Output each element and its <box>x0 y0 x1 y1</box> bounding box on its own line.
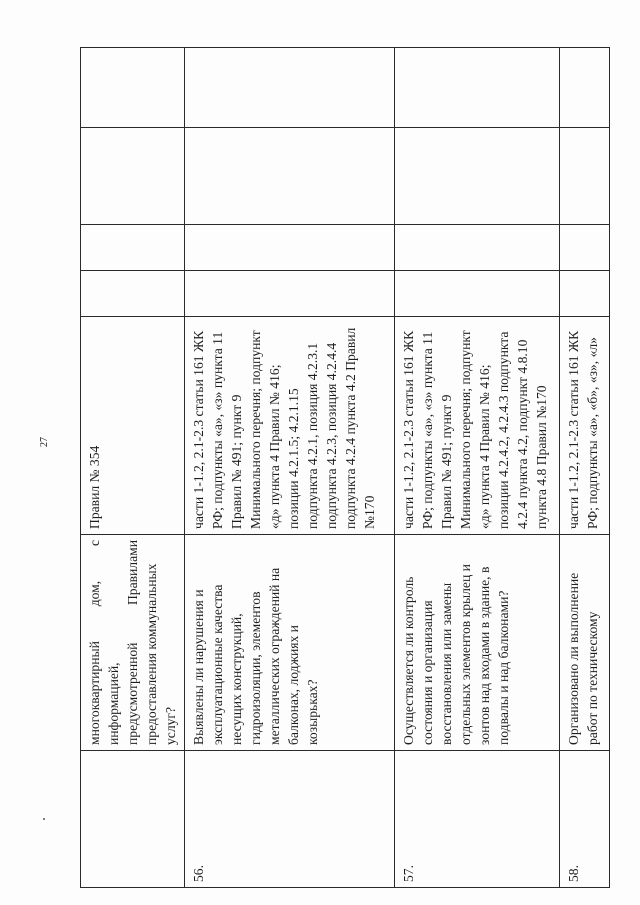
row-number-cell <box>560 751 610 888</box>
basis-line: Минимального перечня; подпункт <box>248 330 263 529</box>
question-line: эксплуатационные качества <box>210 584 225 745</box>
row-number-cell <box>185 751 395 888</box>
rotated-page-content <box>80 48 600 888</box>
answer-yes-cell <box>560 271 610 317</box>
answer-yes-cell <box>395 271 560 317</box>
basis-line: пункта 4.8 Правил №170 <box>534 385 549 529</box>
basis-line: РФ; подпункты «а», «з» пункта 11 <box>420 331 435 529</box>
basis-line: позиции 4.2.1.5; 4.2.1.15 <box>286 388 301 529</box>
question-line: информацией, <box>106 662 121 745</box>
question-cell <box>560 535 610 751</box>
basis-line: части 1-1.2, 2.1-2.3 статьи 161 ЖК <box>566 330 581 529</box>
legal-basis-cell <box>185 317 395 535</box>
basis-line: Правил № 491; пункт 9 <box>229 394 244 529</box>
answer-yes-cell <box>185 271 395 317</box>
answer-na-cell <box>185 128 395 225</box>
basis-line: Правил № 354 <box>87 445 102 529</box>
answer-na-cell <box>395 128 560 225</box>
question-line: работ по техническому <box>585 611 600 745</box>
basis-line: подпункта 4.2.4 пункта 4.2 Правил <box>343 327 358 529</box>
answer-na-cell <box>560 128 610 225</box>
basis-line: «д» пункта 4 Правил № 416; <box>267 364 282 529</box>
question-line: предусмотренной Правилами <box>125 540 140 745</box>
question-line: Организовано ли выполнение <box>566 572 581 745</box>
question-line: гидроизоляции, элементов <box>248 591 263 745</box>
answer-na-cell <box>81 128 185 225</box>
question-line: балконах, лоджиях и <box>286 625 301 745</box>
row-number: 58. <box>566 865 581 882</box>
question-line: состояния и организация <box>420 600 435 745</box>
question-line: отдельных элементов крылец и <box>458 564 473 745</box>
table-body <box>81 48 610 888</box>
basis-line: подпункта 4.2.3, позиция 4.2.4.4 <box>324 342 339 529</box>
comment-cell <box>185 48 395 128</box>
question-line: Осуществляется ли контроль <box>401 576 416 745</box>
table-row <box>185 48 395 888</box>
question-line: восстановления или замены <box>439 582 454 745</box>
basis-line: №170 <box>362 495 377 529</box>
basis-line: «д» пункта 4 Правил № 416; <box>477 364 492 529</box>
basis-line: части 1-1.2, 2.1-2.3 статьи 161 ЖК <box>191 330 206 529</box>
answer-no-cell <box>395 225 560 271</box>
row-number: 57. <box>401 865 416 882</box>
basis-line: 4.2.4 пункта 4.2, подпункт 4.8.10 <box>515 339 530 529</box>
question-line: металлических ограждений на <box>267 567 282 745</box>
legal-basis-cell <box>81 317 185 535</box>
answer-no-cell <box>185 225 395 271</box>
question-line: подвалы и над балконами? <box>496 590 511 745</box>
table-row <box>560 48 610 888</box>
table-row <box>395 48 560 888</box>
row-number-cell <box>395 751 560 888</box>
legal-basis-cell <box>560 317 610 535</box>
question-cell <box>185 535 395 751</box>
page-number: 27 <box>39 437 50 447</box>
basis-line: Правил № 491; пункт 9 <box>439 394 454 529</box>
scan-speck <box>43 818 45 820</box>
basis-line: РФ; подпункты «а», «з» пункта 11 <box>210 331 225 529</box>
answer-no-cell <box>560 225 610 271</box>
checklist-table <box>80 47 610 888</box>
basis-line: подпункта 4.2.1, позиция 4.2.3.1 <box>305 342 320 529</box>
basis-line: РФ; подпункты «а», «б», «з», «л» <box>585 337 600 529</box>
table-row <box>81 48 185 888</box>
question-line: козырьках? <box>305 679 320 745</box>
comment-cell <box>395 48 560 128</box>
question-line: предоставления коммунальных <box>144 563 159 745</box>
basis-line: Минимального перечня; подпункт <box>458 330 473 529</box>
question-line: несущих конструкций, <box>229 613 244 745</box>
answer-yes-cell <box>81 271 185 317</box>
question-cell <box>395 535 560 751</box>
legal-basis-cell <box>395 317 560 535</box>
question-line: многоквартирный дом, с <box>87 540 102 745</box>
basis-line: позиции 4.2.4.2, 4.2.4.3 подпункта <box>496 331 511 529</box>
basis-line: части 1-1.2, 2.1-2.3 статьи 161 ЖК <box>401 330 416 529</box>
comment-cell <box>560 48 610 128</box>
question-line: услуг? <box>163 706 178 745</box>
row-number: 56. <box>191 865 206 882</box>
answer-no-cell <box>81 225 185 271</box>
row-number-cell <box>81 751 185 888</box>
question-line: зонтов над входами в здание, в <box>477 566 492 745</box>
question-line: Выявлены ли нарушения и <box>191 589 206 745</box>
comment-cell <box>81 48 185 128</box>
question-cell <box>81 535 185 751</box>
